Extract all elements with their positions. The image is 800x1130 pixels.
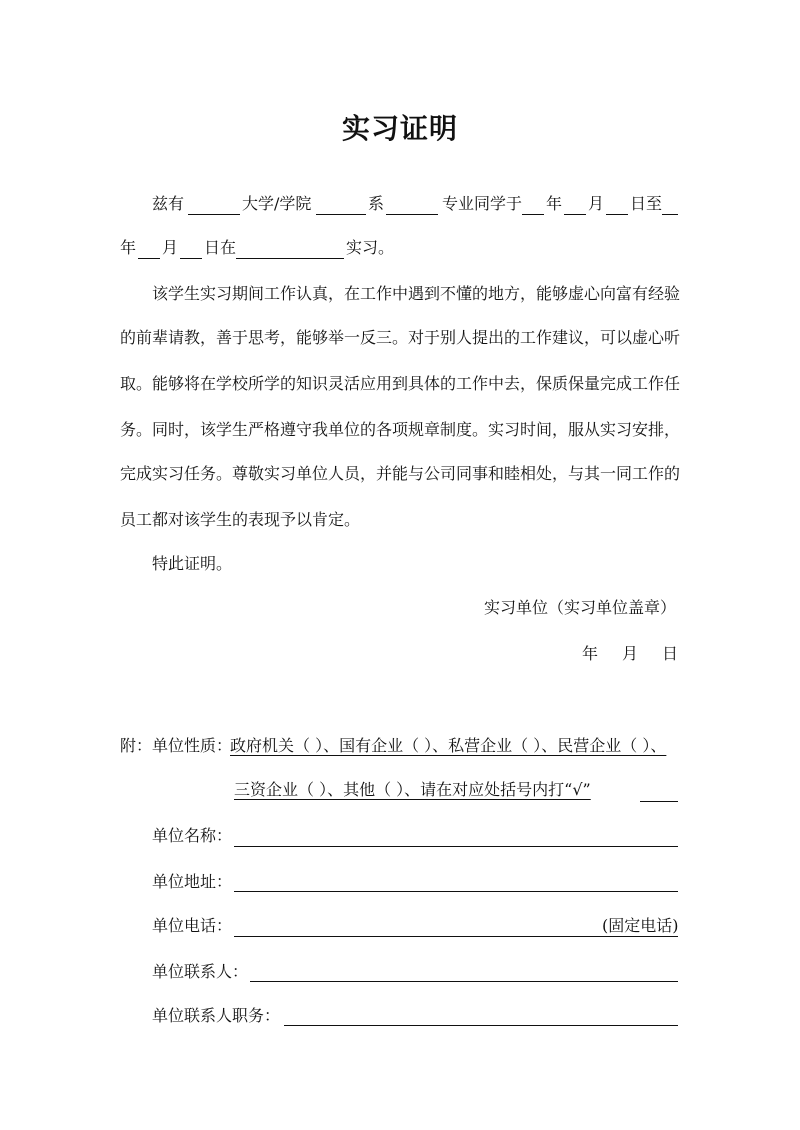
contact-title-label: 单位联系人职务： (152, 1006, 281, 1025)
university-blank[interactable] (188, 214, 240, 215)
page-title: 实习证明 (341, 112, 458, 145)
start-month-label: 月 (588, 194, 605, 213)
end-day-blank[interactable] (180, 258, 202, 259)
date-day: 日 (662, 644, 679, 663)
end-month-label: 月 (162, 238, 179, 257)
intro-prefix: 兹有 (152, 194, 185, 213)
nature-underline-extension (640, 801, 678, 802)
major-blank[interactable] (386, 214, 438, 215)
end-month-blank[interactable] (138, 258, 160, 259)
unit-phone-field[interactable] (234, 936, 678, 937)
start-year-blank[interactable] (522, 214, 544, 215)
start-day-blank[interactable] (606, 214, 628, 215)
contact-label: 单位联系人： (152, 962, 249, 981)
start-day-label: 日至 (630, 194, 663, 213)
contact-title-field[interactable] (284, 1025, 678, 1026)
major-label: 专业同学于 (442, 194, 523, 213)
internship-label: 实习。 (346, 238, 395, 257)
body-line: 取。能够将在学校所学的知识灵活应用到具体的工作中去，保质保量完成工作任 (120, 374, 681, 393)
phone-note: (固定电话) (602, 916, 679, 935)
date-month: 月 (622, 644, 639, 663)
unit-nature-options-1[interactable]: 政府机关（ ）、国有企业（ ）、私营企业（ ）、民营企业（ ）、 (230, 736, 667, 755)
date-year: 年 (582, 644, 599, 663)
signature-line: 实习单位（实习单位盖章） (484, 598, 677, 617)
body-line: 的前辈请教，善于思考，能够举一反三。对于别人提出的工作建议，可以虚心听 (120, 328, 681, 347)
company-blank[interactable] (236, 258, 344, 259)
unit-phone-label: 单位电话： (152, 916, 233, 935)
start-year-label: 年 (546, 194, 563, 213)
university-label: 大学/学院 (242, 194, 312, 213)
unit-address-label: 单位地址： (152, 872, 233, 891)
unit-name-label: 单位名称： (152, 826, 233, 845)
end-year-blank-start[interactable] (662, 214, 678, 215)
unit-address-field[interactable] (234, 891, 678, 892)
unit-name-field[interactable] (234, 846, 678, 847)
body-line: 务。同时，该学生严格遵守我单位的各项规章制度。实习时间，服从实习安排， (120, 420, 681, 439)
department-blank[interactable] (316, 214, 366, 215)
contact-field[interactable] (250, 981, 678, 982)
body-line: 完成实习任务。尊敬实习单位人员，并能与公司同事和睦相处，与其一同工作的 (120, 464, 681, 483)
closing-text: 特此证明。 (152, 554, 233, 573)
start-month-blank[interactable] (564, 214, 586, 215)
body-line: 该学生实习期间工作认真，在工作中遇到不懂的地方，能够虚心向富有经验 (152, 284, 681, 303)
department-label: 系 (368, 194, 385, 213)
end-day-label: 日在 (204, 238, 237, 257)
appendix-label: 附：单位性质： (120, 736, 233, 755)
body-line: 员工都对该学生的表现予以肯定。 (120, 510, 361, 529)
end-year-label: 年 (120, 238, 137, 257)
unit-nature-options-2[interactable]: 三资企业（ ）、其他（ ）、请在对应处括号内打“√” (234, 780, 591, 799)
